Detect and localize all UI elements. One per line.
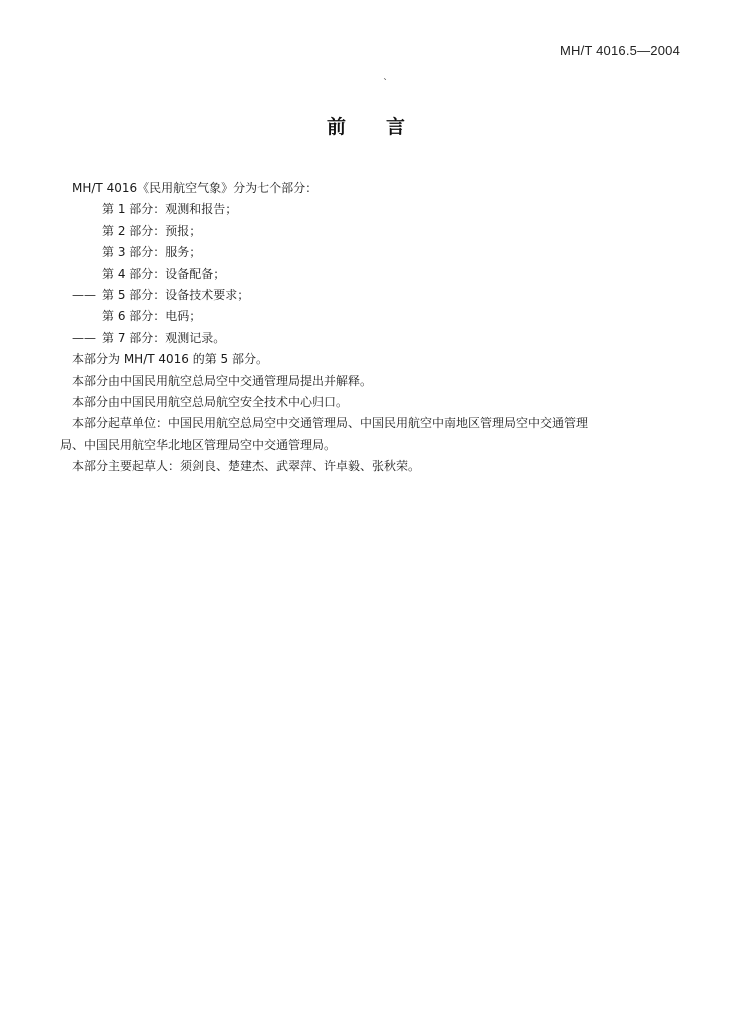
part-item-text: 第 2 部分：预报； (102, 223, 202, 238)
part-item (72, 199, 692, 220)
document-code: MH/T 4016.5—2004 (559, 43, 680, 58)
part-item-text: 第 4 部分：设备配备； (102, 266, 226, 281)
foreword-body (60, 178, 692, 478)
part-item-text: 第 3 部分：服务； (102, 245, 202, 260)
paragraph-proposer: 本部分由中国民用航空总局空中交通管理局提出并解释。 (72, 373, 373, 388)
paragraph-administrator: 本部分由中国民用航空总局航空安全技术中心归口。 (72, 395, 349, 410)
part-item-text: 第 5 部分：设备技术要求； (102, 288, 250, 303)
title-char-2: 言 (386, 116, 406, 138)
paragraph-drafting-units-line1: 本部分起草单位：中国民用航空总局空中交通管理局、中国民用航空中南地区管理局空中交通管理 (72, 416, 589, 431)
paragraph-drafters: 本部分主要起草人：须剑良、楚建杰、武翠萍、许卓毅、张秋荣。 (72, 459, 421, 474)
part-item-dash: —— (72, 288, 96, 303)
intro-line: MH/T 4016《民用航空气象》分为七个部分： (72, 181, 318, 195)
part-item (72, 306, 692, 327)
paragraph-drafting-units-line2: 局、中国民用航空华北地区管理局空中交通管理局。 (60, 437, 337, 452)
page-title (0, 112, 732, 139)
paragraph-part-number: 本部分为 MH/T 4016 的第 5 部分。 (72, 352, 268, 367)
part-item-text: 第 6 部分：电码； (102, 309, 202, 324)
part-item-text: 第 7 部分：观测记录。 (102, 330, 226, 345)
title-char-1: 前 (326, 116, 346, 138)
part-item (72, 264, 692, 285)
part-item (72, 285, 692, 306)
part-item-text: 第 1 部分：观测和报告； (102, 202, 238, 217)
part-item-dash: —— (72, 330, 96, 345)
stray-mark: ` (383, 78, 388, 89)
part-item (72, 328, 692, 349)
part-item (72, 221, 692, 242)
part-item (72, 242, 692, 263)
